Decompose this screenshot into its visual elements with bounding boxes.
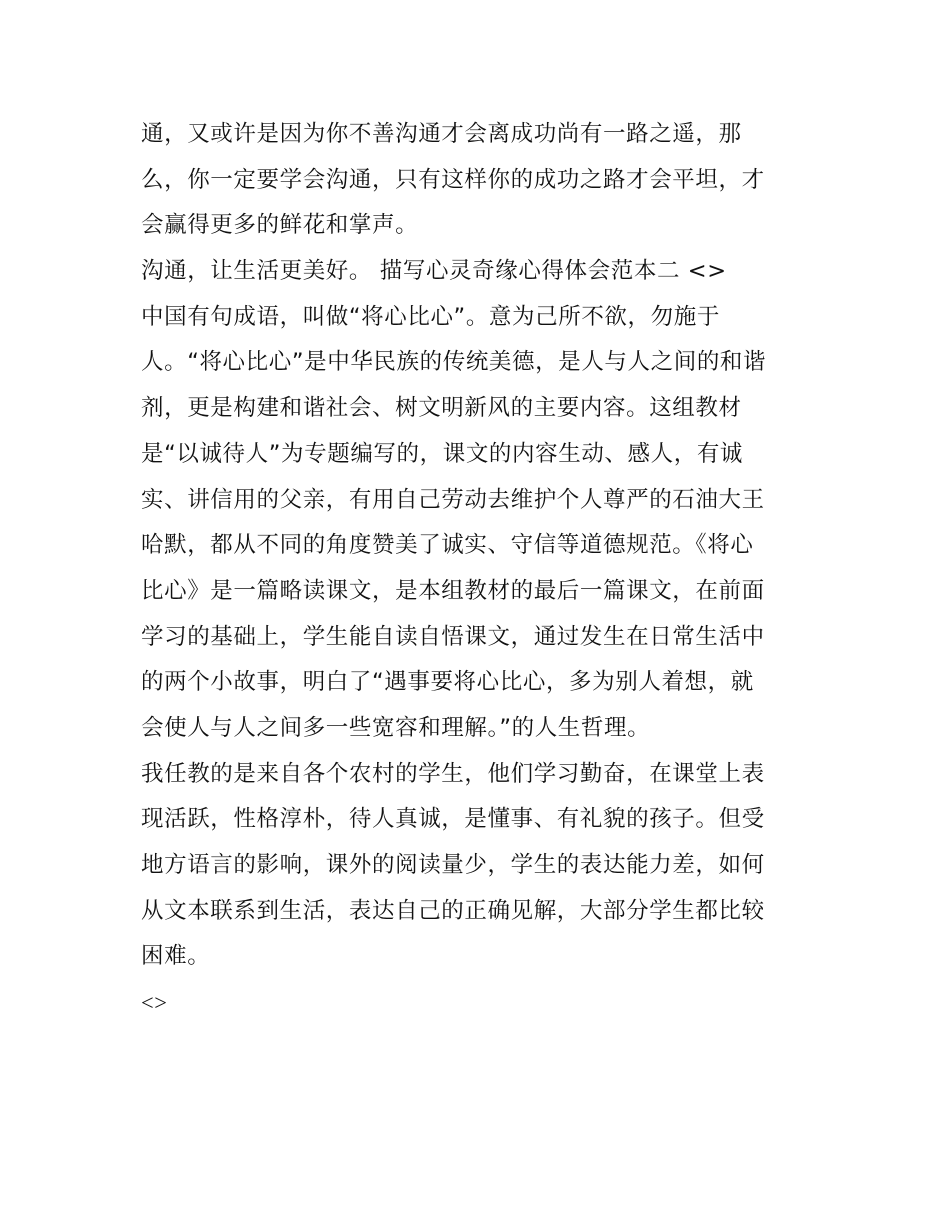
- text-line: 困难。: [141, 943, 211, 970]
- text-line: 实、讲信用的父亲，有用自己劳动去维护个人尊严的石油大王: [141, 486, 765, 513]
- text-line: 中国有句成语，叫做“将心比心”。意为己所不欲，勿施于: [141, 303, 720, 330]
- text-line: 比心》是一篇略读课文，是本组教材的最后一篇课文，在前面: [141, 577, 765, 604]
- text-line: 会使人与人之间多一些宽容和理解。”的人生哲理。: [141, 714, 651, 741]
- text-line: 从文本联系到生活，表达自己的正确见解，大部分学生都比较: [141, 897, 765, 924]
- placeholder-marker: <>: [141, 990, 168, 1016]
- text-line: 剂，更是构建和谐社会、树文明新风的主要内容。这组教材: [141, 395, 742, 422]
- text-line: 么，你一定要学会沟通，只有这样你的成功之路才会平坦，才: [141, 166, 765, 193]
- text-line: 学习的基础上，学生能自读自悟课文，通过发生在日常生活中: [141, 623, 765, 650]
- text-line: 通，又或许是因为你不善沟通才会离成功尚有一路之遥，那: [141, 121, 742, 147]
- text-line: 我任教的是来自各个农村的学生，他们学习勤奋，在课堂上表: [141, 760, 765, 787]
- text-line: 的两个小故事，明白了“遇事要将心比心，多为别人着想，就: [141, 669, 754, 696]
- text-line: 地方语言的影响，课外的阅读量少，学生的表达能力差，如何: [141, 852, 765, 878]
- text-line: 是“以诚待人”为专题编写的，课文的内容生动、感人，有诚: [141, 440, 744, 467]
- document-body: [141, 112, 821, 1026]
- text-line: 现活跃，性格淳朴，待人真诚，是懂事、有礼貌的孩子。但受: [141, 806, 765, 833]
- section-heading-line: 沟通，让生活更美好。 描写心灵奇缘心得体会范本二 <>: [141, 258, 727, 285]
- text-line: 人。“将心比心”是中华民族的传统美德，是人与人之间的和谐: [141, 349, 767, 376]
- text-line: 哈默，都从不同的角度赞美了诚实、守信等道德规范。《将心: [141, 532, 754, 559]
- text-line: 会赢得更多的鲜花和掌声。: [141, 212, 419, 239]
